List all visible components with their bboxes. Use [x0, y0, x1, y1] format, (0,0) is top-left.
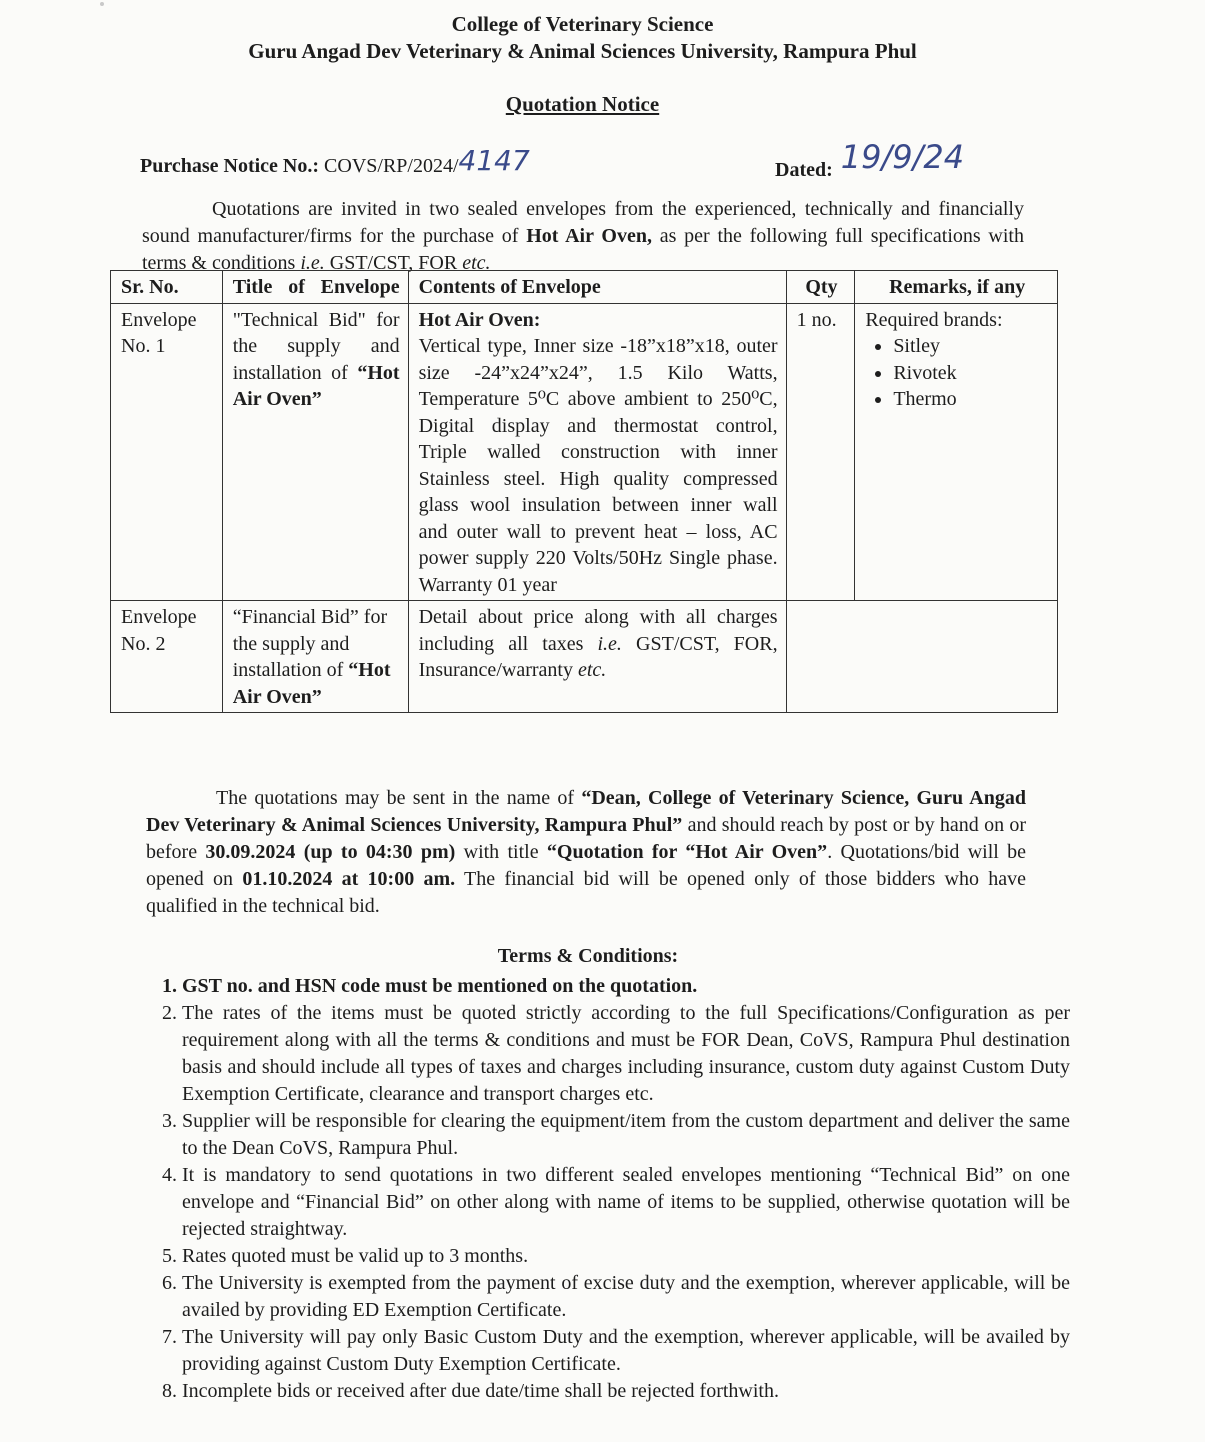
row2-contents	[408, 601, 786, 713]
row2-contents-ie: i.e.	[597, 632, 622, 655]
terms-list	[140, 973, 1070, 1405]
row1-remarks	[855, 303, 1058, 601]
list-item: 7. The University will pay only Basic Custom Duty and the exemption, wherever applicable, will be availed by providing against Custom Duty Exemption Certificate.	[182, 1324, 1070, 1378]
intro-text-end: GST/CST, FOR	[324, 252, 463, 274]
list-item: • Thermo	[893, 386, 1049, 413]
closing-text-5: The financial bid will be opened only of those bidders who have qualified in the technical bid.	[146, 868, 1026, 917]
university-name: Guru Angad Dev Veterinary & Animal Sciences University, Rampura Phul	[248, 39, 917, 63]
intro-item: Hot Air Oven,	[526, 225, 652, 247]
table-row	[111, 303, 1058, 601]
dated-label: Dated:	[775, 159, 833, 181]
closing-bold-3: “Quotation for “Hot Air Oven”	[546, 841, 828, 863]
row1-title-text: "Technical Bid" for the supply and installation of	[232, 308, 400, 384]
list-item: 5. Rates quoted must be valid up to 3 months.	[182, 1243, 1070, 1270]
list-item: 2. The rates of the items must be quoted strictly according to the full Specifications/Configuration as per requirement along with all the terms & conditions and must be FOR Dean, CoVS, Rampura Phul destination basis and should include all types of taxes and charges including insurance, custom duty against Custom Duty Exemption Certificate, clearance and transport charges etc.	[182, 1000, 1070, 1108]
list-item: 1. GST no. and HSN code must be mentioned on the quotation.	[182, 973, 1070, 1000]
intro-ie: i.e.	[300, 252, 325, 274]
purchase-notice-prefix: COVS/RP/2024/	[324, 155, 459, 177]
row1-title	[222, 303, 408, 601]
list-item: • Sitley	[893, 333, 1049, 360]
envelope-table	[110, 270, 1058, 713]
row1-title-bold: “Hot Air Oven”	[232, 361, 400, 410]
closing-text-2: and should reach by post or by hand on or before	[146, 814, 1026, 863]
row1-qty: 1 no.	[786, 303, 855, 601]
header-remarks: Remarks, if any	[855, 271, 1058, 304]
intro-text: Quotations are invited in two sealed envelopes from the experienced, technically and financially sound manufacturer/firms for the purchase of	[142, 198, 1024, 247]
row2-sr-no: Envelope No. 2	[111, 601, 223, 713]
closing-text-4: . Quotations/bid will be opened on	[146, 841, 1026, 890]
header-qty: Qty	[786, 271, 855, 304]
closing-bold-2: 30.09.2024 (up to 04:30 pm)	[205, 841, 456, 863]
list-item: • Rivotek	[893, 360, 1049, 387]
row1-sr-no: Envelope No. 1	[111, 303, 223, 601]
row2-contents-etc: etc.	[577, 659, 607, 681]
page-title: Quotation Notice	[505, 92, 660, 116]
scan-speck	[100, 2, 104, 6]
row1-contents-body: Vertical type, Inner size -18”x18”x18, outer size -24”x24”x24”, 1.5 Kilo Watts, Temperature 5⁰C above ambient to 250⁰C, Digital display and thermostat control, Triple walled construction with inner Stainless steel. High quality compressed glass wool insulation between inner wall and outer wall to prevent heat – loss, AC power supply 220 Volts/50Hz Single phase. Warranty 01 year	[418, 335, 778, 596]
brand-list	[865, 333, 1049, 413]
purchase-notice-number	[140, 146, 530, 179]
row2-title-text: “Financial Bid” for the supply and installation of	[232, 606, 388, 681]
list-item: 3. Supplier will be responsible for clearing the equipment/item from the custom department and deliver the same to the Dean CoVS, Rampura Phul.	[182, 1108, 1070, 1162]
intro-text-after: as per the following full specifications with terms & conditions	[142, 225, 1024, 274]
notice-date	[775, 138, 965, 181]
closing-bold-4: 01.10.2024 at 10:00 am.	[242, 868, 456, 890]
closing-text-1: The quotations may be sent in the name of	[216, 787, 582, 809]
purchase-notice-label: Purchase Notice No.:	[140, 155, 320, 177]
closing-text-3: with title	[455, 841, 547, 863]
table-row	[111, 601, 1058, 713]
header-sr-no: Sr. No.	[111, 271, 223, 304]
row2-contents-text2: GST/CST, FOR, Insurance/warranty	[418, 632, 778, 681]
remarks-label: Required brands:	[865, 308, 1003, 331]
handwritten-number: 4147	[458, 144, 530, 177]
terms-heading: Terms & Conditions:	[497, 945, 679, 967]
closing-bold-1: “Dean, College of Veterinary Science, Guru Angad Dev Veterinary & Animal Sciences University, Rampura Phul”	[146, 787, 1026, 836]
college-name: College of Veterinary Science	[451, 12, 714, 36]
row1-contents	[408, 303, 786, 601]
row2-empty-cell	[786, 601, 1057, 713]
intro-paragraph	[142, 196, 1024, 277]
list-item: 4. It is mandatory to send quotations in two different sealed envelopes mentioning “Technical Bid” on one envelope and “Financial Bid” on other along with name of items to be supplied, otherwise quotation will be rejected straightway.	[182, 1162, 1070, 1243]
row2-title-bold: “Hot Air Oven”	[232, 659, 391, 708]
header-title: Title of Envelope	[222, 271, 408, 304]
row1-contents-head: Hot Air Oven:	[418, 308, 541, 331]
list-item: 8. Incomplete bids or received after due date/time shall be rejected forthwith.	[182, 1378, 1070, 1405]
row2-contents-text: Detail about price along with all charges including all taxes	[418, 606, 778, 655]
table-header-row	[111, 271, 1058, 304]
list-item: 6. The University is exempted from the payment of excise duty and the exemption, wherever applicable, will be availed by providing ED Exemption Certificate.	[182, 1270, 1070, 1324]
row2-title	[222, 601, 408, 713]
intro-etc: etc.	[462, 252, 491, 274]
submission-paragraph	[146, 785, 1026, 920]
handwritten-date: 19/9/24	[840, 138, 965, 176]
header-contents: Contents of Envelope	[408, 271, 786, 304]
